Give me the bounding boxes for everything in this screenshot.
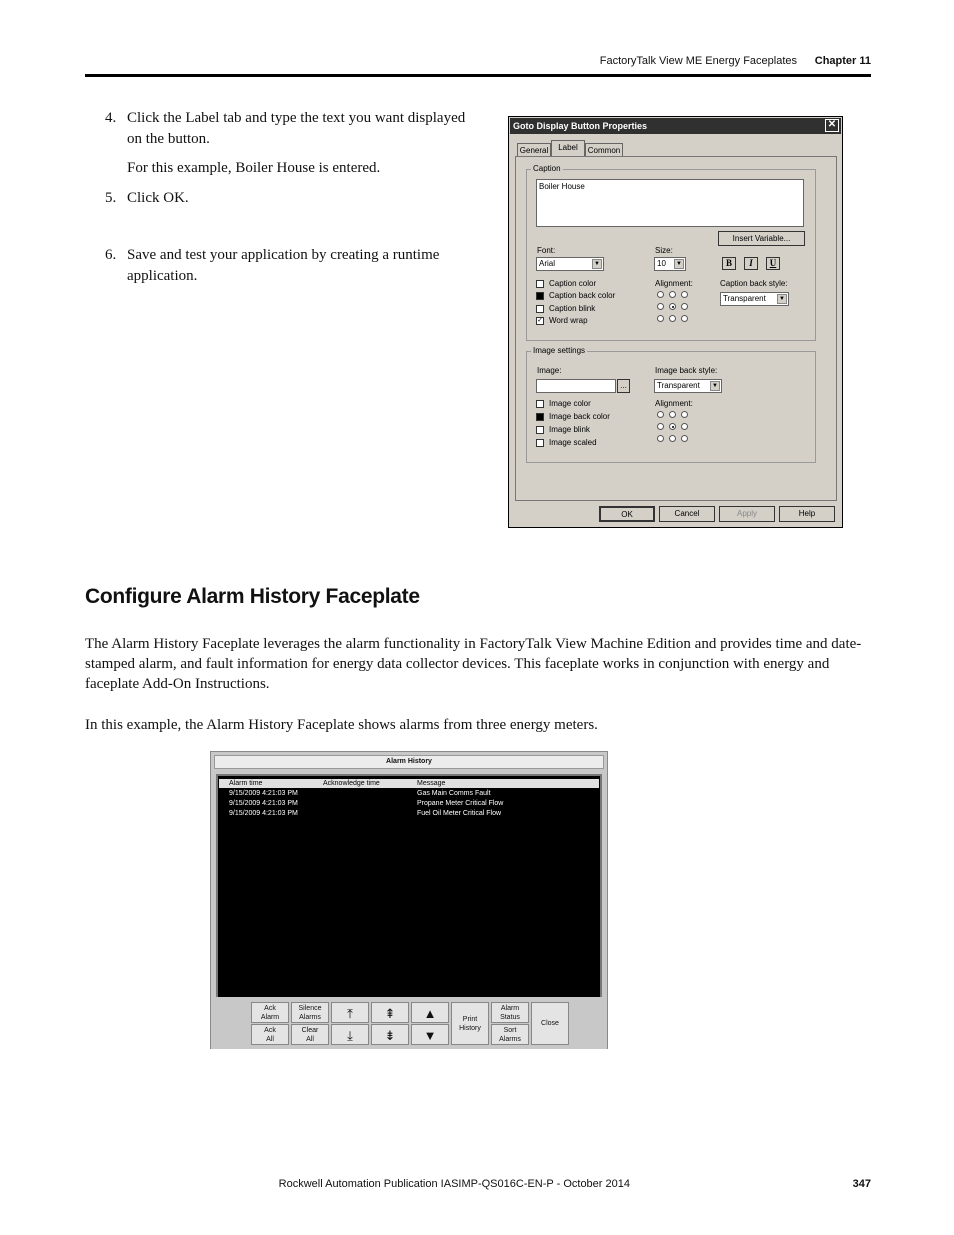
page-down-icon: ⇟ <box>384 1028 396 1043</box>
image-back-style-value: Transparent <box>657 381 700 390</box>
image-alignment-label: Alignment: <box>655 399 693 408</box>
section-paragraph-2: In this example, the Alarm History Faceplate shows alarms from three energy meters. <box>85 717 598 733</box>
button-line: Ack <box>264 1005 276 1012</box>
align-radio[interactable] <box>669 303 676 310</box>
close-button[interactable]: Close <box>531 1002 569 1045</box>
section-heading: Configure Alarm History Faceplate <box>85 585 420 608</box>
ok-button[interactable]: OK <box>599 506 655 522</box>
dialog-title: Goto Display Button Properties <box>513 121 648 131</box>
button-line: Status <box>500 1014 520 1021</box>
caption-group-label: Caption <box>533 164 561 173</box>
browse-image-button[interactable]: ... <box>617 379 630 393</box>
chevron-down-icon: ▼ <box>777 294 787 304</box>
word-wrap-checkbox[interactable]: ✓ <box>537 317 543 324</box>
align-radio[interactable] <box>669 315 676 322</box>
image-color-checkbox[interactable] <box>536 400 544 408</box>
chevron-down-icon: ▼ <box>674 259 684 269</box>
alarm-list-header <box>219 779 599 788</box>
image-blink-checkbox[interactable] <box>536 426 544 434</box>
column-header: Acknowledge time <box>323 780 380 787</box>
footer-publication: Rockwell Automation Publication IASIMP-QS016C-EN-P - October 2014 <box>278 1178 630 1190</box>
button-line: Alarms <box>299 1014 321 1021</box>
move-top-icon: ⤒ <box>347 1006 353 1021</box>
section-paragraph-1: The Alarm History Faceplate leverages the alarm functionality in FactoryTalk View Machine Edition and provides time and date-stamped alarm, and fault information for energy data collector devices. This faceplate works in conjunction with energy and faceplate Add-On Instructions. <box>85 636 862 692</box>
caption-blink-checkbox[interactable] <box>536 305 544 313</box>
button-line: All <box>266 1036 274 1043</box>
step-text: Save and test your application by creating a runtime application. <box>127 247 440 284</box>
goto-display-properties-dialog <box>508 116 843 528</box>
close-icon[interactable]: ✕ <box>825 119 839 132</box>
align-radio[interactable] <box>669 423 676 430</box>
align-radio[interactable] <box>681 435 688 442</box>
image-blink-label: Image blink <box>549 425 590 434</box>
image-scaled-checkbox[interactable] <box>536 439 544 447</box>
header-rule <box>85 74 871 77</box>
align-radio[interactable] <box>681 303 688 310</box>
alignment-label: Alignment: <box>655 279 693 288</box>
font-label: Font: <box>537 246 556 255</box>
step-text: Click OK. <box>127 190 189 206</box>
step-number: 4. <box>105 110 117 126</box>
font-select[interactable] <box>536 257 604 271</box>
sort-alarms-button[interactable] <box>491 1024 529 1045</box>
tab-common[interactable]: Common <box>585 143 623 157</box>
step-6 <box>105 245 465 287</box>
help-button[interactable]: Help <box>779 506 835 522</box>
align-radio[interactable] <box>657 303 664 310</box>
button-line: Clear <box>301 1027 319 1034</box>
page-up-button[interactable] <box>371 1002 409 1023</box>
align-radio[interactable] <box>669 435 676 442</box>
alarm-button-bar <box>211 997 607 1049</box>
button-line: Sort <box>503 1027 517 1034</box>
alarm-row[interactable] <box>219 789 599 798</box>
size-label: Size: <box>655 246 673 255</box>
alarm-history-title: Alarm History <box>214 755 604 769</box>
button-line: Print <box>462 1016 478 1023</box>
align-radio[interactable] <box>669 291 676 298</box>
alarm-message: Propane Meter Critical Flow <box>417 800 504 807</box>
align-radio[interactable] <box>681 315 688 322</box>
move-top-button[interactable] <box>331 1002 369 1023</box>
alarm-message: Fuel Oil Meter Critical Flow <box>417 810 502 817</box>
move-bottom-icon: ⤓ <box>347 1028 353 1043</box>
down-arrow-icon: ▼ <box>423 1028 437 1043</box>
page-up-icon: ⇞ <box>384 1006 396 1021</box>
align-radio[interactable] <box>657 435 664 442</box>
header-title: FactoryTalk View ME Energy Faceplates <box>599 55 797 67</box>
image-input[interactable] <box>536 379 616 393</box>
alarm-history-faceplate <box>210 751 608 1049</box>
align-radio[interactable] <box>669 411 676 418</box>
caption-back-color-checkbox[interactable] <box>536 292 544 300</box>
button-line: Alarm <box>500 1005 520 1012</box>
button-line: Alarms <box>499 1036 521 1043</box>
print-history-button[interactable] <box>451 1002 489 1045</box>
dialog-title-bar <box>510 118 841 134</box>
page-number: 347 <box>852 1178 871 1190</box>
clear-all-button[interactable] <box>291 1024 329 1045</box>
step-number: 5. <box>105 190 117 206</box>
move-down-button[interactable] <box>411 1024 449 1045</box>
button-line: Alarm <box>260 1014 280 1021</box>
size-select[interactable] <box>654 257 686 271</box>
tab-general[interactable]: General <box>517 143 551 157</box>
step-4-note <box>105 158 465 179</box>
caption-color-checkbox[interactable] <box>536 280 544 288</box>
column-header: Message <box>417 780 446 787</box>
size-value: 10 <box>657 259 666 268</box>
image-back-style-select[interactable] <box>654 379 722 393</box>
image-scaled-label: Image scaled <box>549 438 597 447</box>
apply-button[interactable]: Apply <box>719 506 775 522</box>
alarm-time: 9/15/2009 4:21:03 PM <box>229 800 298 807</box>
align-radio[interactable] <box>657 423 664 430</box>
caption-back-color-label: Caption back color <box>549 291 616 300</box>
caption-back-style-value: Transparent <box>723 294 766 303</box>
insert-variable-button[interactable]: Insert Variable... <box>718 231 805 246</box>
word-wrap-label: Word wrap <box>549 316 588 325</box>
header-chapter: Chapter 11 <box>814 55 871 67</box>
tab-label[interactable]: Label <box>551 140 585 157</box>
underline-button[interactable]: U <box>766 257 780 270</box>
chevron-down-icon: ▼ <box>592 259 602 269</box>
image-back-color-checkbox[interactable] <box>536 413 544 421</box>
ack-all-button[interactable] <box>251 1024 289 1045</box>
image-label: Image: <box>537 366 562 375</box>
move-up-button[interactable] <box>411 1002 449 1023</box>
alarm-time: 9/15/2009 4:21:03 PM <box>229 790 298 797</box>
ack-alarm-button[interactable] <box>251 1002 289 1023</box>
page-header <box>85 53 871 75</box>
column-header: Alarm time <box>229 780 263 787</box>
italic-button[interactable]: I <box>744 257 758 270</box>
align-radio[interactable] <box>681 411 688 418</box>
step-text: For this example, Boiler House is entered. <box>127 160 381 176</box>
alarm-message: Gas Main Comms Fault <box>417 790 491 797</box>
caption-textarea[interactable]: Boiler House <box>536 179 804 227</box>
button-line: Ack <box>264 1027 276 1034</box>
up-arrow-icon: ▲ <box>423 1006 437 1021</box>
align-radio[interactable] <box>657 315 664 322</box>
caption-back-style-label: Caption back style: <box>720 279 788 288</box>
bold-button[interactable]: B <box>722 257 736 270</box>
image-back-color-label: Image back color <box>549 412 610 421</box>
step-4 <box>105 108 465 150</box>
caption-back-style-select[interactable] <box>720 292 789 306</box>
image-color-label: Image color <box>549 399 591 408</box>
step-5 <box>105 188 465 209</box>
align-radio[interactable] <box>657 411 664 418</box>
button-line: All <box>306 1036 314 1043</box>
button-line: History <box>459 1025 481 1032</box>
cancel-button[interactable]: Cancel <box>659 506 715 522</box>
silence-alarms-button[interactable] <box>291 1002 329 1023</box>
step-text: Click the Label tab and type the text you want displayed on the button. <box>127 110 466 147</box>
move-bottom-button[interactable] <box>331 1024 369 1045</box>
button-line: Silence <box>298 1005 322 1012</box>
chevron-down-icon: ▼ <box>710 381 720 391</box>
caption-blink-label: Caption blink <box>549 304 596 313</box>
alarm-row[interactable] <box>219 799 599 808</box>
align-radio[interactable] <box>681 423 688 430</box>
align-radio[interactable] <box>657 291 664 298</box>
step-number: 6. <box>105 247 117 263</box>
caption-color-label: Caption color <box>549 279 597 288</box>
font-value: Arial <box>539 259 556 268</box>
image-back-style-label: Image back style: <box>655 366 718 375</box>
alarm-row[interactable] <box>219 809 599 818</box>
page-down-button[interactable] <box>371 1024 409 1045</box>
align-radio[interactable] <box>681 291 688 298</box>
alarm-status-button[interactable] <box>491 1002 529 1023</box>
image-settings-label: Image settings <box>533 346 586 355</box>
alarm-time: 9/15/2009 4:21:03 PM <box>229 810 298 817</box>
